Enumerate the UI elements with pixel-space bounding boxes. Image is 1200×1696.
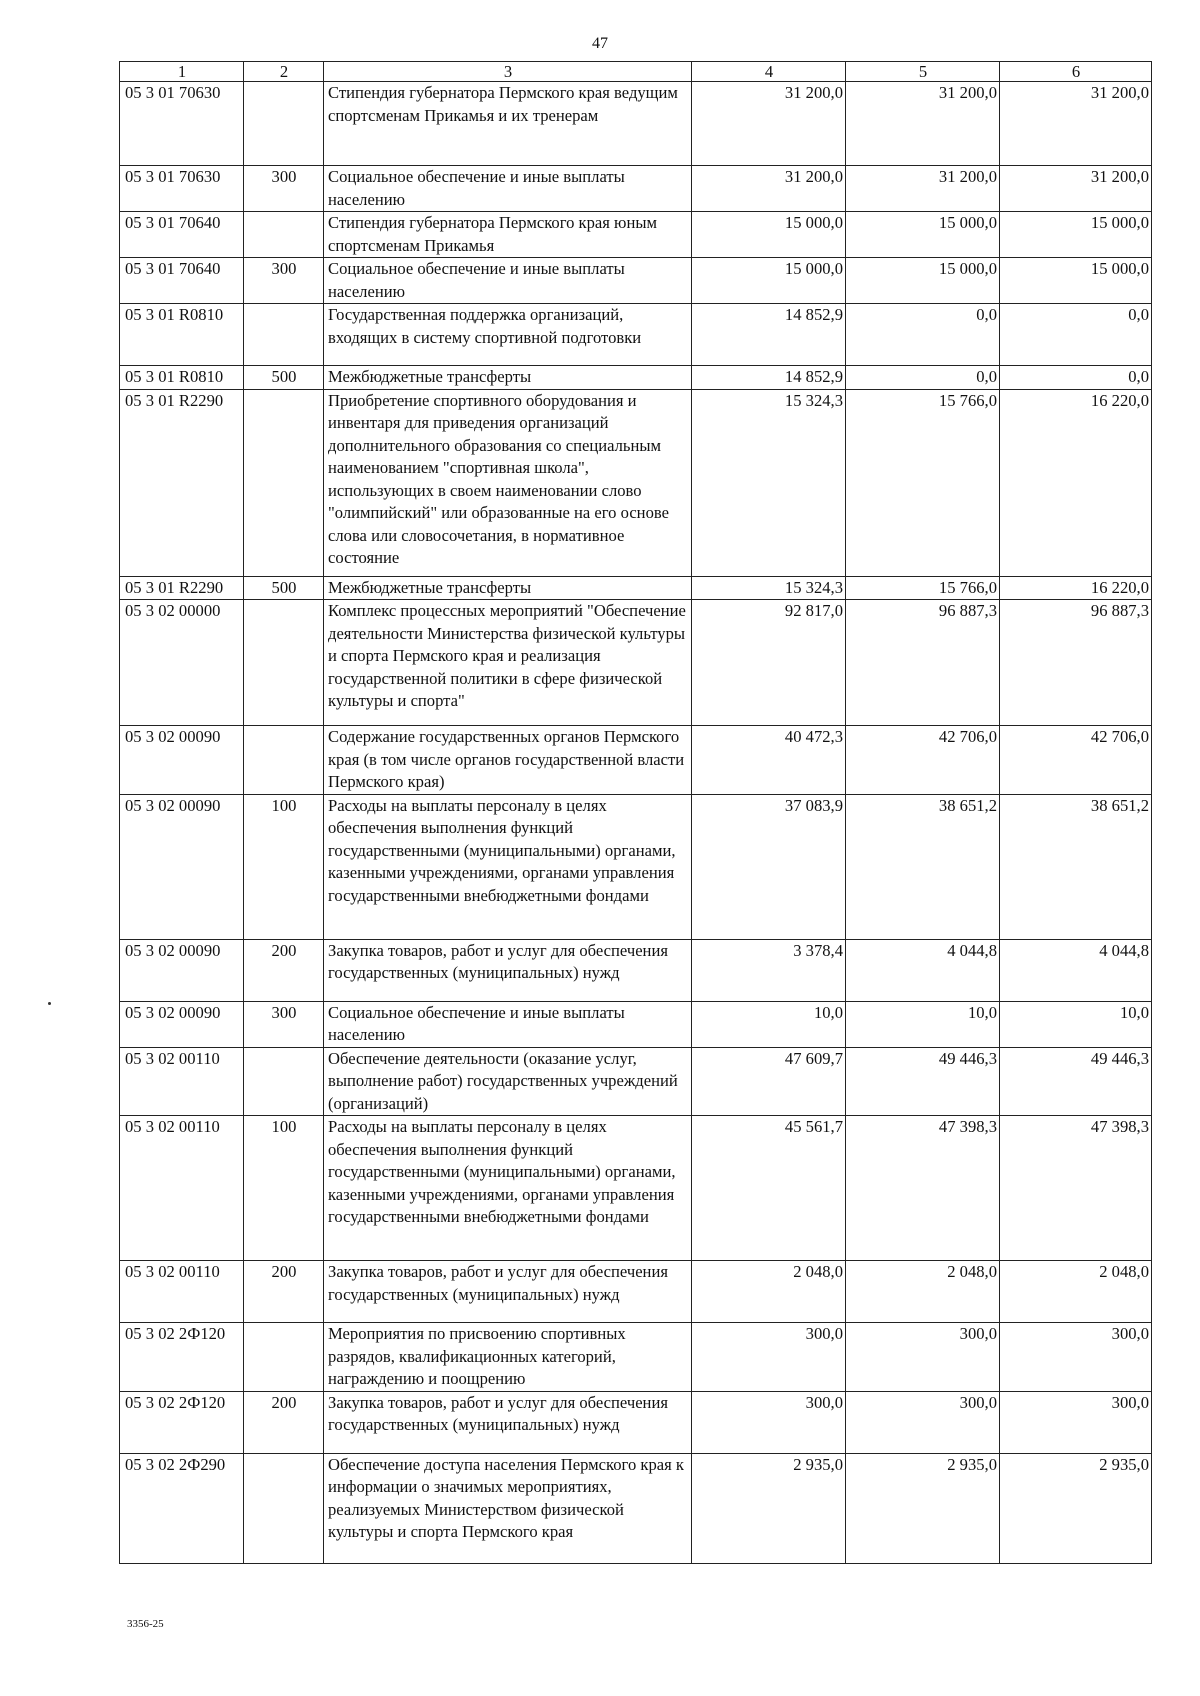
table-row (120, 939, 1152, 1001)
cell-amount-col5: 2 935,0 (846, 1453, 1000, 1563)
page-number: 47 (592, 35, 608, 52)
cell-code: 05 3 02 00090 (120, 794, 244, 939)
cell-amount-col4: 15 000,0 (692, 258, 846, 304)
cell-name: Государственная поддержка организаций, входящих в систему спортивной подготовки (324, 304, 692, 366)
cell-amount-col4: 47 609,7 (692, 1047, 846, 1116)
cell-code: 05 3 01 R2290 (120, 576, 244, 600)
cell-expense-type: 300 (244, 166, 324, 212)
table-body (120, 82, 1152, 1564)
cell-code: 05 3 02 00000 (120, 600, 244, 726)
cell-amount-col5: 4 044,8 (846, 939, 1000, 1001)
cell-name: Расходы на выплаты персоналу в целях обеспечения выполнения функций государственными (муниципальными) органами, казенными учреждениями, органами управления государственными внебюджетными фондами (324, 1116, 692, 1261)
cell-expense-type (244, 1453, 324, 1563)
cell-name: Социальное обеспечение и иные выплаты населению (324, 166, 692, 212)
table-row (120, 726, 1152, 795)
cell-code: 05 3 01 R0810 (120, 366, 244, 390)
cell-amount-col5: 300,0 (846, 1323, 1000, 1392)
cell-name: Стипендия губернатора Пермского края юным спортсменам Прикамья (324, 212, 692, 258)
cell-amount-col4: 3 378,4 (692, 939, 846, 1001)
cell-amount-col6: 31 200,0 (1000, 166, 1152, 212)
column-header: 6 (1000, 62, 1152, 82)
table-row (120, 166, 1152, 212)
cell-amount-col6: 49 446,3 (1000, 1047, 1152, 1116)
cell-code: 05 3 02 00090 (120, 1001, 244, 1047)
cell-amount-col4: 31 200,0 (692, 82, 846, 166)
column-header: 1 (120, 62, 244, 82)
cell-amount-col6: 2 048,0 (1000, 1261, 1152, 1323)
cell-amount-col4: 45 561,7 (692, 1116, 846, 1261)
cell-amount-col5: 47 398,3 (846, 1116, 1000, 1261)
budget-table (119, 61, 1152, 1564)
cell-amount-col4: 300,0 (692, 1391, 846, 1453)
cell-amount-col6: 4 044,8 (1000, 939, 1152, 1001)
cell-name: Межбюджетные трансферты (324, 366, 692, 390)
cell-code: 05 3 01 R2290 (120, 389, 244, 576)
cell-code: 05 3 02 00090 (120, 939, 244, 1001)
cell-name: Расходы на выплаты персоналу в целях обеспечения выполнения функций государственными (муниципальными) органами, казенными учреждениями, органами управления государственными внебюджетными фондами (324, 794, 692, 939)
cell-expense-type (244, 726, 324, 795)
cell-expense-type (244, 304, 324, 366)
cell-amount-col4: 40 472,3 (692, 726, 846, 795)
cell-amount-col4: 14 852,9 (692, 366, 846, 390)
cell-amount-col4: 92 817,0 (692, 600, 846, 726)
cell-amount-col6: 10,0 (1000, 1001, 1152, 1047)
cell-amount-col6: 15 000,0 (1000, 212, 1152, 258)
table-row (120, 304, 1152, 366)
table-row (120, 1261, 1152, 1323)
cell-expense-type: 200 (244, 1391, 324, 1453)
cell-expense-type (244, 600, 324, 726)
cell-expense-type: 500 (244, 366, 324, 390)
cell-code: 05 3 02 00110 (120, 1116, 244, 1261)
cell-name: Социальное обеспечение и иные выплаты населению (324, 258, 692, 304)
cell-amount-col6: 47 398,3 (1000, 1116, 1152, 1261)
table-row (120, 389, 1152, 576)
cell-expense-type: 300 (244, 1001, 324, 1047)
cell-code: 05 3 02 2Ф290 (120, 1453, 244, 1563)
cell-amount-col6: 300,0 (1000, 1323, 1152, 1392)
cell-amount-col4: 37 083,9 (692, 794, 846, 939)
cell-amount-col5: 2 048,0 (846, 1261, 1000, 1323)
cell-expense-type (244, 82, 324, 166)
cell-amount-col4: 2 048,0 (692, 1261, 846, 1323)
cell-name: Комплекс процессных мероприятий "Обеспечение деятельности Министерства физической культуры и спорта Пермского края и реализация государственной политики в сфере физической культуры и спорта" (324, 600, 692, 726)
cell-code: 05 3 01 R0810 (120, 304, 244, 366)
cell-amount-col5: 49 446,3 (846, 1047, 1000, 1116)
table-header-row (120, 62, 1152, 82)
cell-name: Содержание государственных органов Пермского края (в том числе органов государственной власти Пермского края) (324, 726, 692, 795)
cell-amount-col6: 16 220,0 (1000, 576, 1152, 600)
cell-expense-type (244, 389, 324, 576)
cell-amount-col4: 14 852,9 (692, 304, 846, 366)
cell-name: Закупка товаров, работ и услуг для обеспечения государственных (муниципальных) нужд (324, 939, 692, 1001)
cell-amount-col6: 38 651,2 (1000, 794, 1152, 939)
cell-name: Обеспечение доступа населения Пермского края к информации о значимых мероприятиях, реализуемых Министерством физической культуры и спорта Пермского края (324, 1453, 692, 1563)
cell-code: 05 3 01 70640 (120, 212, 244, 258)
cell-amount-col5: 15 000,0 (846, 258, 1000, 304)
cell-expense-type (244, 1323, 324, 1392)
table-row (120, 576, 1152, 600)
column-header: 4 (692, 62, 846, 82)
cell-amount-col6: 0,0 (1000, 304, 1152, 366)
cell-amount-col4: 10,0 (692, 1001, 846, 1047)
cell-amount-col4: 2 935,0 (692, 1453, 846, 1563)
table-row (120, 1323, 1152, 1392)
cell-expense-type: 300 (244, 258, 324, 304)
cell-amount-col4: 300,0 (692, 1323, 846, 1392)
table-row (120, 1001, 1152, 1047)
cell-amount-col5: 15 766,0 (846, 576, 1000, 600)
cell-amount-col5: 15 766,0 (846, 389, 1000, 576)
cell-name: Обеспечение деятельности (оказание услуг, выполнение работ) государственных учреждений (организаций) (324, 1047, 692, 1116)
table-row (120, 212, 1152, 258)
cell-name: Межбюджетные трансферты (324, 576, 692, 600)
cell-expense-type: 100 (244, 1116, 324, 1261)
cell-amount-col6: 15 000,0 (1000, 258, 1152, 304)
cell-name: Закупка товаров, работ и услуг для обеспечения государственных (муниципальных) нужд (324, 1391, 692, 1453)
cell-amount-col6: 2 935,0 (1000, 1453, 1152, 1563)
column-header: 2 (244, 62, 324, 82)
table-row (120, 258, 1152, 304)
cell-code: 05 3 02 00110 (120, 1047, 244, 1116)
cell-code: 05 3 02 2Ф120 (120, 1391, 244, 1453)
cell-amount-col4: 15 000,0 (692, 212, 846, 258)
cell-amount-col4: 15 324,3 (692, 576, 846, 600)
cell-name: Социальное обеспечение и иные выплаты населению (324, 1001, 692, 1047)
cell-amount-col5: 15 000,0 (846, 212, 1000, 258)
cell-amount-col5: 38 651,2 (846, 794, 1000, 939)
table-row (120, 600, 1152, 726)
cell-amount-col5: 0,0 (846, 304, 1000, 366)
cell-expense-type (244, 1047, 324, 1116)
cell-amount-col6: 16 220,0 (1000, 389, 1152, 576)
table-row (120, 82, 1152, 166)
cell-expense-type (244, 212, 324, 258)
table-row (120, 1391, 1152, 1453)
cell-amount-col5: 0,0 (846, 366, 1000, 390)
table-row (120, 1047, 1152, 1116)
cell-expense-type: 200 (244, 1261, 324, 1323)
cell-code: 05 3 02 00090 (120, 726, 244, 795)
document-id: 3356-25 (127, 1618, 164, 1630)
cell-expense-type: 200 (244, 939, 324, 1001)
cell-code: 05 3 01 70630 (120, 166, 244, 212)
cell-code: 05 3 01 70630 (120, 82, 244, 166)
cell-name: Мероприятия по присвоению спортивных разрядов, квалификационных категорий, награждению и поощрению (324, 1323, 692, 1392)
scan-speck (48, 1002, 51, 1005)
table-row (120, 794, 1152, 939)
cell-amount-col6: 42 706,0 (1000, 726, 1152, 795)
cell-amount-col5: 96 887,3 (846, 600, 1000, 726)
cell-expense-type: 100 (244, 794, 324, 939)
cell-amount-col5: 42 706,0 (846, 726, 1000, 795)
cell-amount-col6: 300,0 (1000, 1391, 1152, 1453)
cell-amount-col6: 0,0 (1000, 366, 1152, 390)
cell-code: 05 3 02 00110 (120, 1261, 244, 1323)
cell-amount-col6: 31 200,0 (1000, 82, 1152, 166)
cell-amount-col6: 96 887,3 (1000, 600, 1152, 726)
cell-amount-col5: 300,0 (846, 1391, 1000, 1453)
column-header: 5 (846, 62, 1000, 82)
column-header: 3 (324, 62, 692, 82)
cell-amount-col5: 31 200,0 (846, 82, 1000, 166)
cell-code: 05 3 01 70640 (120, 258, 244, 304)
cell-name: Приобретение спортивного оборудования и инвентаря для приведения организаций дополнительного образования со специальным наименованием "спортивная школа", использующих в своем наименовании слово "олимпийский" или образованные на его основе слова или словосочетания, в нормативное состояние (324, 389, 692, 576)
table-row (120, 1453, 1152, 1563)
cell-name: Закупка товаров, работ и услуг для обеспечения государственных (муниципальных) нужд (324, 1261, 692, 1323)
table-row (120, 1116, 1152, 1261)
table-row (120, 366, 1152, 390)
cell-amount-col4: 15 324,3 (692, 389, 846, 576)
cell-name: Стипендия губернатора Пермского края ведущим спортсменам Прикамья и их тренерам (324, 82, 692, 166)
cell-expense-type: 500 (244, 576, 324, 600)
cell-amount-col5: 31 200,0 (846, 166, 1000, 212)
cell-amount-col4: 31 200,0 (692, 166, 846, 212)
cell-code: 05 3 02 2Ф120 (120, 1323, 244, 1392)
cell-amount-col5: 10,0 (846, 1001, 1000, 1047)
